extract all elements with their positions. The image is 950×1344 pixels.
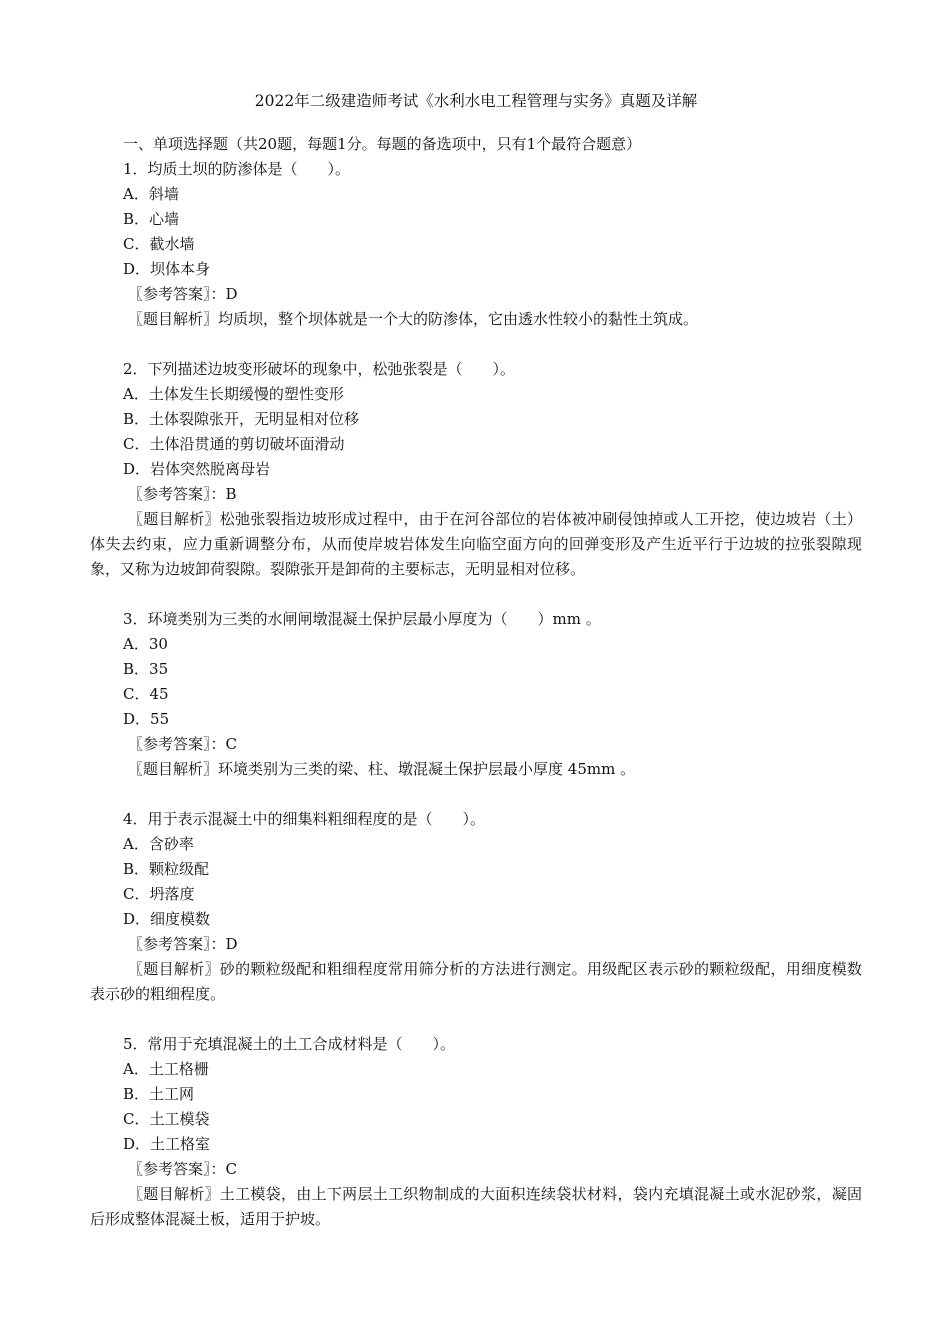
option-c: C．45 <box>123 685 169 703</box>
explanation: 〖题目解析〗土工模袋，由上下两层土工织物制成的大面积连续袋状材料，袋内充填混凝土或水泥砂浆，凝固后形成整体混凝土板，适用于护坡。 <box>90 1185 862 1228</box>
option-c: C．截水墙 <box>123 235 195 253</box>
question-stem: 3．环境类别为三类的水闸闸墩混凝土保护层最小厚度为（ ）mm 。 <box>123 610 601 628</box>
explanation: 〖题目解析〗松弛张裂指边坡形成过程中，由于在河谷部位的岩体被冲刷侵蚀掉或人工开挖，使边坡岩（土）体失去约束，应力重新调整分布，从而使岸坡岩体发生向临空面方向的回弹变形及产生近平行于边坡的拉张裂隙现象，又称为边坡卸荷裂隙。裂隙张开是卸荷的主要标志，无明显相对位移。 <box>90 510 862 578</box>
reference-answer: 〖参考答案〗：B <box>128 485 237 503</box>
option-c: C．土体沿贯通的剪切破坏面滑动 <box>123 435 345 453</box>
option-d: D．细度模数 <box>123 910 211 928</box>
option-a: A．土工格栅 <box>123 1060 209 1078</box>
explanation: 〖题目解析〗环境类别为三类的梁、柱、墩混凝土保护层最小厚度 45mm 。 <box>128 760 636 778</box>
option-a: A．含砂率 <box>123 835 194 853</box>
option-b: B．35 <box>123 660 169 678</box>
question-stem: 1．均质土坝的防渗体是（ ）。 <box>123 160 351 178</box>
question-4 <box>90 807 862 1007</box>
document-title: 2022年二级建造师考试《水利水电工程管理与实务》真题及详解 <box>254 92 698 110</box>
option-a: A．30 <box>123 635 168 653</box>
option-d: D．岩体突然脱离母岩 <box>123 460 271 478</box>
option-c: C．坍落度 <box>123 885 195 903</box>
question-3 <box>90 607 862 782</box>
option-c: C．土工模袋 <box>123 1110 210 1128</box>
section-heading: 一、单项选择题（共20题，每题1分。每题的备选项中，只有1个最符合题意） <box>123 135 642 153</box>
reference-answer: 〖参考答案〗：D <box>128 285 238 303</box>
option-d: D．土工格室 <box>123 1135 211 1153</box>
option-a: A．土体发生长期缓慢的塑性变形 <box>123 385 344 403</box>
option-d: D．坝体本身 <box>123 260 211 278</box>
question-5 <box>90 1032 862 1232</box>
explanation: 〖题目解析〗砂的颗粒级配和粗细程度常用筛分析的方法进行测定。用级配区表示砂的颗粒级配，用细度模数表示砂的粗细程度。 <box>90 960 862 1003</box>
option-b: B．土工网 <box>123 1085 195 1103</box>
reference-answer: 〖参考答案〗：C <box>128 735 237 753</box>
reference-answer: 〖参考答案〗：D <box>128 935 238 953</box>
question-stem: 5．常用于充填混凝土的土工合成材料是（ ）。 <box>123 1035 456 1053</box>
option-d: D．55 <box>123 710 170 728</box>
question-stem: 2．下列描述边坡变形破坏的现象中，松弛张裂是（ ）。 <box>123 360 516 378</box>
question-2 <box>90 357 862 582</box>
option-b: B．颗粒级配 <box>123 860 210 878</box>
option-a: A．斜墙 <box>123 185 179 203</box>
question-1 <box>90 157 862 332</box>
option-b: B．土体裂隙张开，无明显相对位移 <box>123 410 360 428</box>
explanation: 〖题目解析〗均质坝，整个坝体就是一个大的防渗体，它由透水性较小的黏性土筑成。 <box>128 310 699 328</box>
reference-answer: 〖参考答案〗：C <box>128 1160 237 1178</box>
question-stem: 4．用于表示混凝土中的细集料粗细程度的是（ ）。 <box>123 810 486 828</box>
option-b: B．心墙 <box>123 210 180 228</box>
